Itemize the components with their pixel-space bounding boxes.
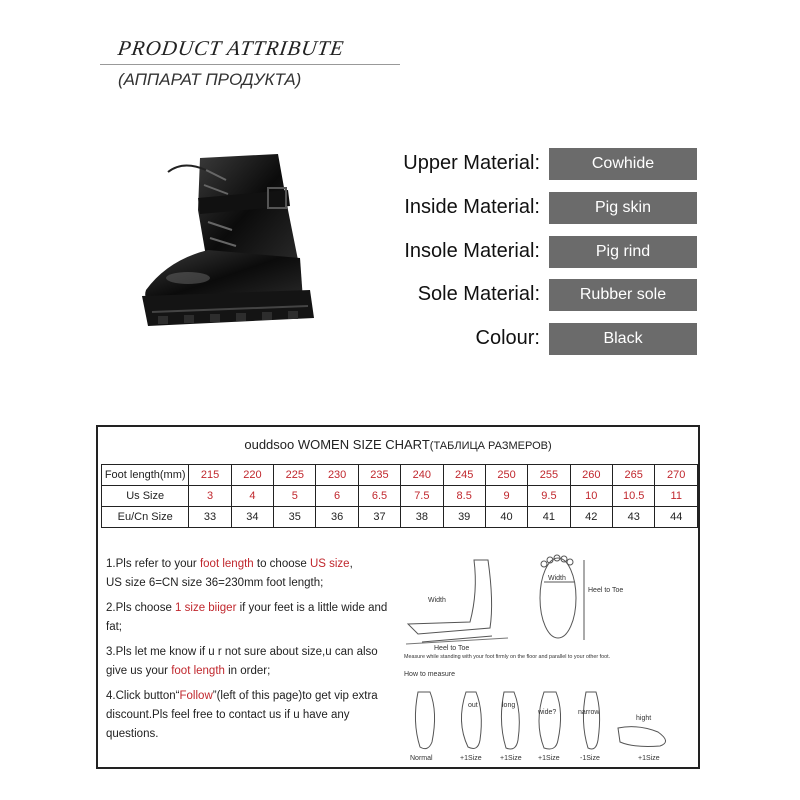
how-to-measure-label: How to measure [404,671,455,678]
measure-caption: Measure while standing with your foot firmly on the floor and parallel to your other foot. [404,654,611,660]
note-text: US size 6=CN size 36=230mm foot length; [106,577,324,589]
title-divider [100,64,400,65]
attr-row-colour [360,323,700,357]
table-cell: 33 [189,507,231,528]
row-header: Eu/Cn Size [102,507,189,528]
note-text: , [349,558,353,570]
table-cell: 4 [231,486,273,507]
table-cell: 37 [358,507,400,528]
table-cell: 42 [570,507,612,528]
table-cell: 240 [401,465,443,486]
table-cell: 245 [443,465,485,486]
note-text: 3.Pls let me know if u r not sure about size,u can also give us your [106,646,378,677]
attr-value: Rubber sole [549,279,697,311]
table-cell: 270 [655,465,698,486]
size-table [101,464,698,528]
table-cell: 10.5 [612,486,655,507]
table-cell: 3 [189,486,231,507]
attr-row-inside [360,192,700,226]
row-header: Us Size [102,486,189,507]
out-label: out [468,702,478,709]
note-1 [106,555,391,593]
wide-label: wide? [538,709,557,716]
heel-to-toe-label: Heel to Toe [434,645,470,652]
attr-label: Upper Material: [403,152,540,174]
table-cell: 7.5 [401,486,443,507]
table-cell: 38 [401,507,443,528]
note-2 [106,599,391,637]
table-cell: 225 [274,465,316,486]
table-cell: 36 [316,507,358,528]
note-highlight: US size [309,558,350,570]
note-text: 2.Pls choose [106,602,176,614]
table-cell: 220 [231,465,273,486]
size-chart [96,425,700,769]
note-text: 4.Click button“ [106,690,180,702]
table-cell: 40 [485,507,527,528]
table-cell: 34 [231,507,273,528]
hight-label: hight [636,715,652,722]
table-row [102,507,698,528]
table-cell: 6 [316,486,358,507]
foot-label: Normal [410,755,433,762]
table-cell: 35 [274,507,316,528]
table-cell: 44 [655,507,698,528]
foot-label: +1Size [538,755,560,762]
table-cell: 39 [443,507,485,528]
attr-label: Inside Material: [404,196,540,218]
attr-value: Pig skin [549,192,697,224]
attr-row-insole [360,236,700,270]
page-subtitle: (АППАРАТ ПРОДУКТА) [118,70,302,89]
row-header: Foot length(mm) [102,465,189,486]
attr-label: Colour: [475,327,540,349]
note-text: if your feet is a little wide and fat; [106,602,388,633]
note-highlight: Follow [179,690,213,702]
table-cell: 255 [528,465,570,486]
foot-label: +1Size [500,755,522,762]
table-cell: 260 [570,465,612,486]
page-title: PRODUCT ATTRIBUTE [116,36,346,60]
table-cell: 250 [485,465,527,486]
note-highlight: foot length [199,558,254,570]
foot-label: +1Size [460,755,482,762]
foot-measure-illustration [398,552,688,762]
size-chart-title-ru: (ТАБЛИЦА РАЗМЕРОВ) [429,440,552,452]
table-cell: 9 [485,486,527,507]
note-text: to choose [253,558,310,570]
table-cell: 41 [528,507,570,528]
table-cell: 43 [612,507,655,528]
table-cell: 235 [358,465,400,486]
foot-label: +1Size [638,755,660,762]
note-3 [106,643,391,681]
table-cell: 10 [570,486,612,507]
size-chart-title [98,437,698,452]
size-chart-title-en: ouddsoo WOMEN SIZE CHART [244,437,430,452]
table-cell: 8.5 [443,486,485,507]
attr-value: Black [549,323,697,355]
table-cell: 6.5 [358,486,400,507]
note-highlight: foot length [171,665,225,677]
attr-row-upper [360,148,700,182]
foot-label: -1Size [580,755,600,762]
table-cell: 11 [655,486,698,507]
width-label-top: Width [548,575,566,582]
note-highlight: 1 size biiger [175,602,237,614]
width-label: Width [428,597,446,604]
attr-value: Cowhide [549,148,697,180]
table-cell: 230 [316,465,358,486]
note-4 [106,687,391,744]
attr-row-sole [360,279,700,313]
table-cell: 215 [189,465,231,486]
long-label: long [502,702,516,709]
boot-product-image [128,150,328,330]
table-cell: 9.5 [528,486,570,507]
note-text: 1.Pls refer to your [106,558,200,570]
table-row [102,465,698,486]
note-text: in order; [224,665,271,677]
table-cell: 265 [612,465,655,486]
attr-value: Pig rind [549,236,697,268]
table-cell: 5 [274,486,316,507]
attr-label: Sole Material: [417,283,540,305]
heel-to-toe-label-top: Heel to Toe [588,587,624,594]
attr-label: Insole Material: [404,240,540,262]
size-notes [106,555,391,750]
table-row [102,486,698,507]
note-text: ”(left of this page)to get vip extra discount.Pls feel free to contact us if u have any questions. [106,690,378,740]
narrow-label: narrow [578,709,600,716]
